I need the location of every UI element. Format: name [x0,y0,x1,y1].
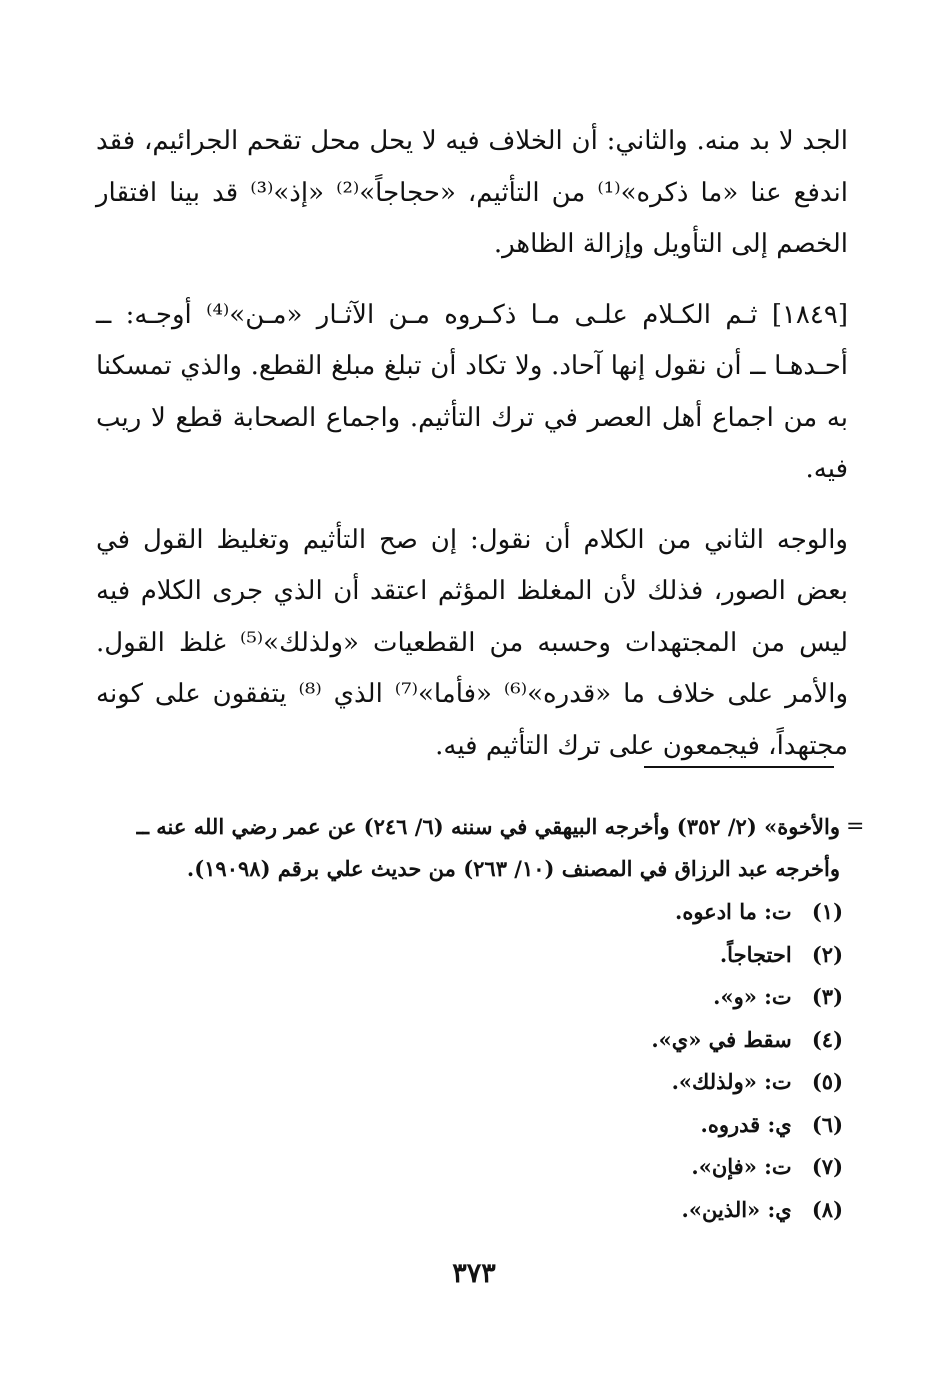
footnote-number: (٣) [811,984,843,1009]
footnote-separator [644,766,834,768]
footnote-number: (٢) [811,941,843,967]
footnote-text: ي: «الذين». [681,1196,792,1222]
main-text [96,116,848,772]
footnote-number: (٦) [811,1111,843,1137]
footnote-text: ت: «فإن». [691,1154,792,1179]
footnote-2 [300,934,843,977]
footnote-number: (٧) [811,1154,843,1179]
footnote-number: (٥) [811,1069,843,1094]
page-number: ٣٧٣ [452,1258,496,1289]
footnote-text: ت: ما ادعوه. [675,899,792,924]
footnote-text: احتجاجاً. [719,941,792,967]
footnote-1 [300,891,843,934]
footnote-text: سقط في «ي». [651,1026,792,1052]
footnote-continuation: والأخوة» (٢/ ٣٥٢) وأخرجه البيهقي في سننه (٦/ ٢٤٦) عن عمر رضي الله عنه ــ وأخرجه عبد الرزاق في المصنف (١٠/ ٢٦٣) من حديث علي برقم (١٩٠٩٨). [136,814,840,881]
footnote-3 [300,976,843,1019]
paragraph-2: [١٨٤٩] ثـم الكـلام علـى مـا ذكـروه مـن الآثـار «مـن»⁽⁴⁾ أوجـه: ــ أحـدهـا ــ أن نقول إنها آحاد. ولا تكاد أن تبلغ مبلغ القطع. والذي تمسكنا به من اجماع أهل العصر في ترك التأثيم. واجماع الصحابة قطع لا ريب فيه. [96,299,848,484]
footnote-number: (١) [811,899,843,924]
paragraph-3: والوجه الثاني من الكلام أن نقول: إن صح التأثيم وتغليظ القول في بعض الصور، فذلك لأن المغلظ المؤثم اعتقد أن الذي جرى الكلام فيه ليس من المجتهدات وحسبه من القطعيات «ولذلك»⁽⁵⁾ غلظ القول. والأمر على خلاف ما «قدره»⁽⁶⁾ «فأما»⁽⁷⁾ الذي ⁽⁸⁾ يتفقون على كونه مجتهداً، فيجمعون على ترك التأثيم فيه. [96,524,848,761]
footnote-6 [300,1104,843,1147]
paragraph-1: الجد لا بد منه. والثاني: أن الخلاف فيه لا يحل محل تقحم الجرائيم، فقد اندفع عنا «ما ذكره»⁽¹⁾ من التأثيم، «حجاجاً»⁽²⁾ «إذ»⁽³⁾ قد بينا افتقار الخصم إلى التأويل وإزالة الظاهر. [96,126,848,259]
footnote-text: ت: «و». [713,984,792,1009]
footnote-text: ي: قدروه. [700,1111,792,1137]
footnote-number: (٨) [811,1196,843,1222]
footnote-text: ت: «ولذلك». [671,1069,792,1094]
footnote-5 [300,1061,843,1104]
footnote-4 [300,1019,843,1062]
footnote-7 [300,1146,843,1189]
footnote-list [300,891,843,1231]
footnote-continuation-mark: = [846,814,865,839]
footnote-8 [300,1189,843,1232]
footnote-number: (٤) [811,1026,843,1052]
